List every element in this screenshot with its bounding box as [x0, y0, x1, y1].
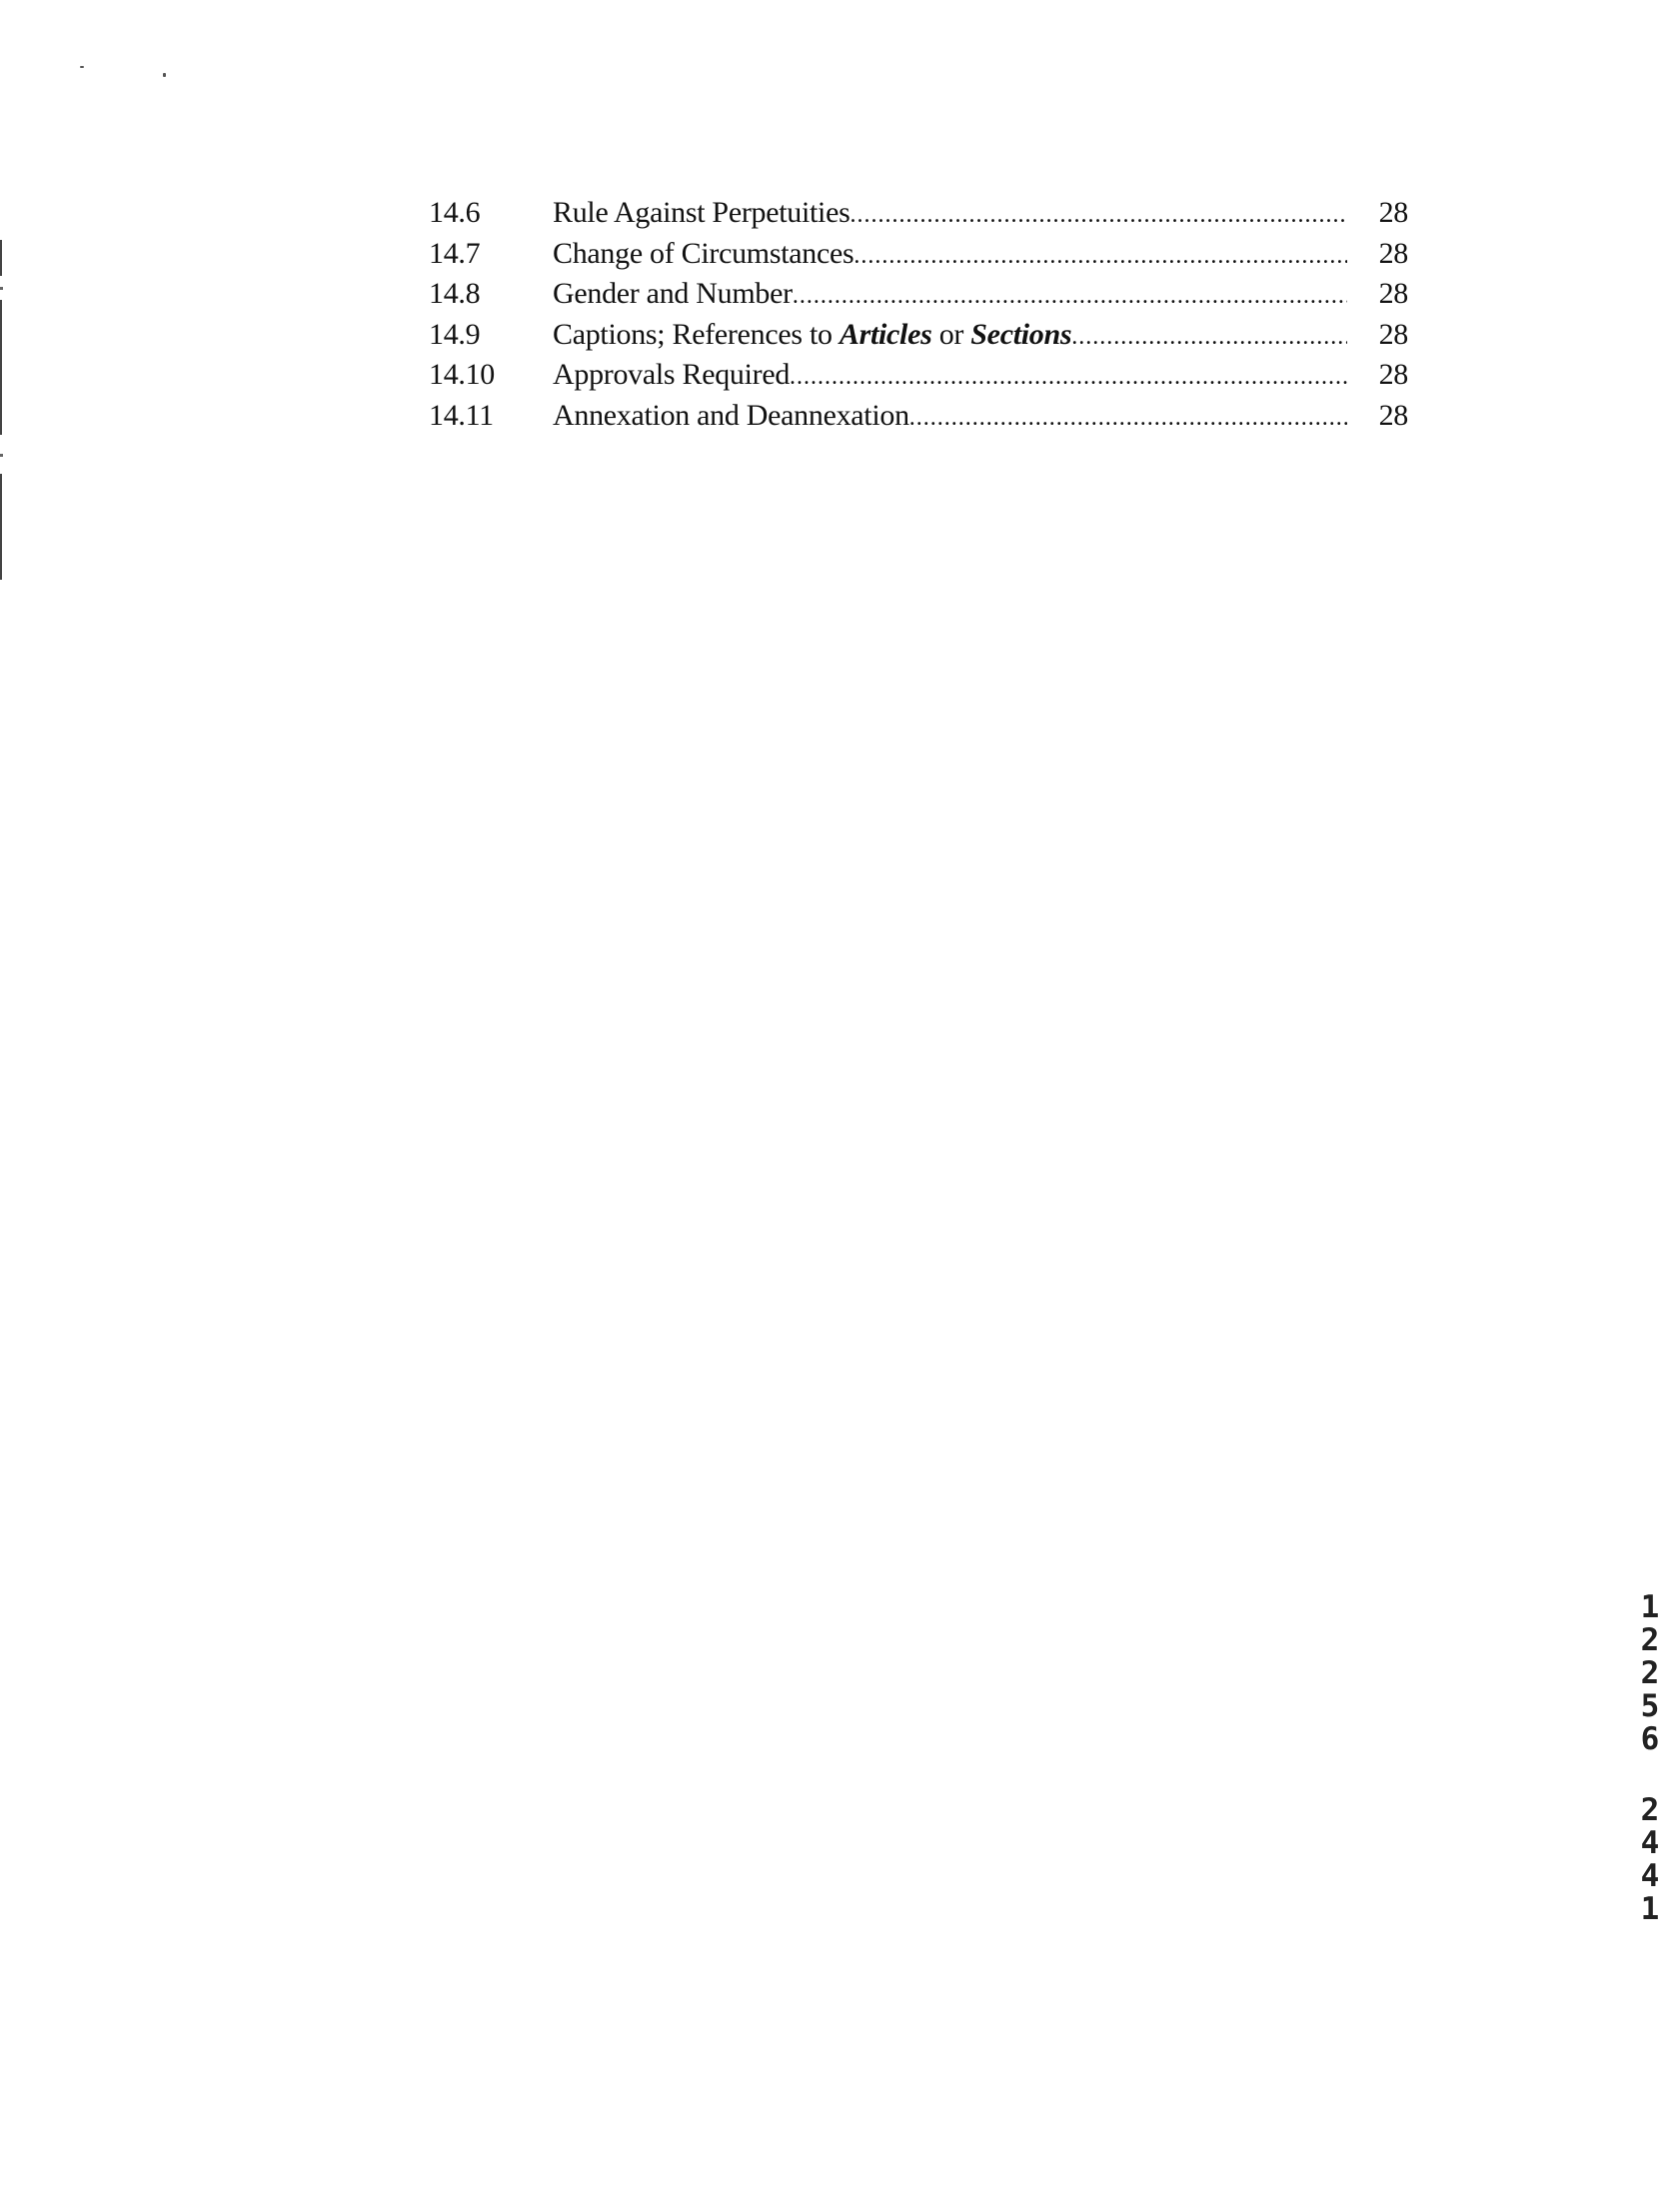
- stamp-digit: 4: [1640, 1825, 1660, 1861]
- toc-entry: [429, 234, 1408, 275]
- toc-entry-number: 14.8: [429, 277, 481, 310]
- toc-entry: [429, 274, 1408, 315]
- stamp-digit: 2: [1640, 1792, 1660, 1828]
- scan-edge-mark: [0, 454, 3, 457]
- toc-entry: [429, 315, 1408, 356]
- toc-entry-title-middle: or: [931, 317, 971, 351]
- toc-entry-title: Annexation and Deannexation: [553, 398, 909, 432]
- stamp-digit: 5: [1640, 1688, 1660, 1724]
- toc-entry-page: 28: [1378, 398, 1408, 432]
- table-of-contents: [429, 193, 1408, 436]
- toc-dot-leader: [790, 357, 1347, 397]
- scan-speck: [163, 73, 166, 77]
- toc-entry-title-wrap: [553, 234, 1347, 276]
- toc-entry-title: Approvals Required: [553, 358, 791, 391]
- stamp-digit: 2: [1640, 1622, 1660, 1658]
- toc-entry-title-wrap: [553, 396, 1347, 438]
- toc-dot-leader: [849, 195, 1347, 235]
- toc-entry-title-wrap: [553, 274, 1347, 316]
- toc-dot-leader: [1071, 317, 1347, 357]
- toc-entry-page: 28: [1378, 277, 1408, 310]
- toc-entry-number: 14.11: [429, 398, 494, 432]
- toc-entry-title: Rule Against Perpetuities: [553, 196, 850, 229]
- toc-entry-title-wrap: [553, 355, 1347, 397]
- toc-entry-page: 28: [1378, 317, 1408, 351]
- document-stamp-number: [1635, 1591, 1665, 1926]
- toc-entry-number: 14.10: [429, 358, 496, 391]
- toc-entry-title-wrap: [553, 193, 1347, 235]
- scan-edge-mark: [0, 240, 2, 276]
- scan-edge-mark: [0, 474, 2, 580]
- toc-entry-title-prefix: Captions; References to: [553, 317, 840, 351]
- stamp-digit: 2: [1640, 1655, 1660, 1691]
- toc-entry-page: 28: [1378, 196, 1408, 229]
- toc-entry-number: 14.7: [429, 236, 481, 270]
- toc-entry: [429, 193, 1408, 234]
- stamp-digit: 1: [1640, 1891, 1660, 1927]
- scan-edge-mark: [0, 300, 2, 435]
- stamp-gap: [1635, 1756, 1665, 1794]
- toc-dot-leader: [853, 236, 1347, 276]
- scan-edge-mark: [0, 287, 3, 290]
- toc-entry-title: [553, 315, 1071, 355]
- toc-entry-number: 14.6: [429, 196, 481, 229]
- toc-entry-number: 14.9: [429, 317, 481, 351]
- toc-entry-title-wrap: [553, 315, 1347, 357]
- toc-dot-leader: [909, 398, 1347, 438]
- stamp-digit: 6: [1640, 1721, 1660, 1757]
- toc-entry-page: 28: [1378, 358, 1408, 391]
- stamp-digit: 1: [1640, 1589, 1660, 1625]
- toc-entry-title-emphasis: Articles: [839, 317, 932, 351]
- scan-speck: [80, 66, 84, 68]
- toc-entry-page: 28: [1378, 236, 1408, 270]
- toc-entry-title: Gender and Number: [553, 277, 793, 310]
- toc-entry-title-emphasis: Sections: [970, 317, 1072, 351]
- toc-dot-leader: [793, 276, 1347, 316]
- stamp-digit: 4: [1640, 1858, 1660, 1894]
- toc-entry-title: Change of Circumstances: [553, 236, 854, 270]
- toc-entry: [429, 396, 1408, 437]
- toc-entry: [429, 355, 1408, 396]
